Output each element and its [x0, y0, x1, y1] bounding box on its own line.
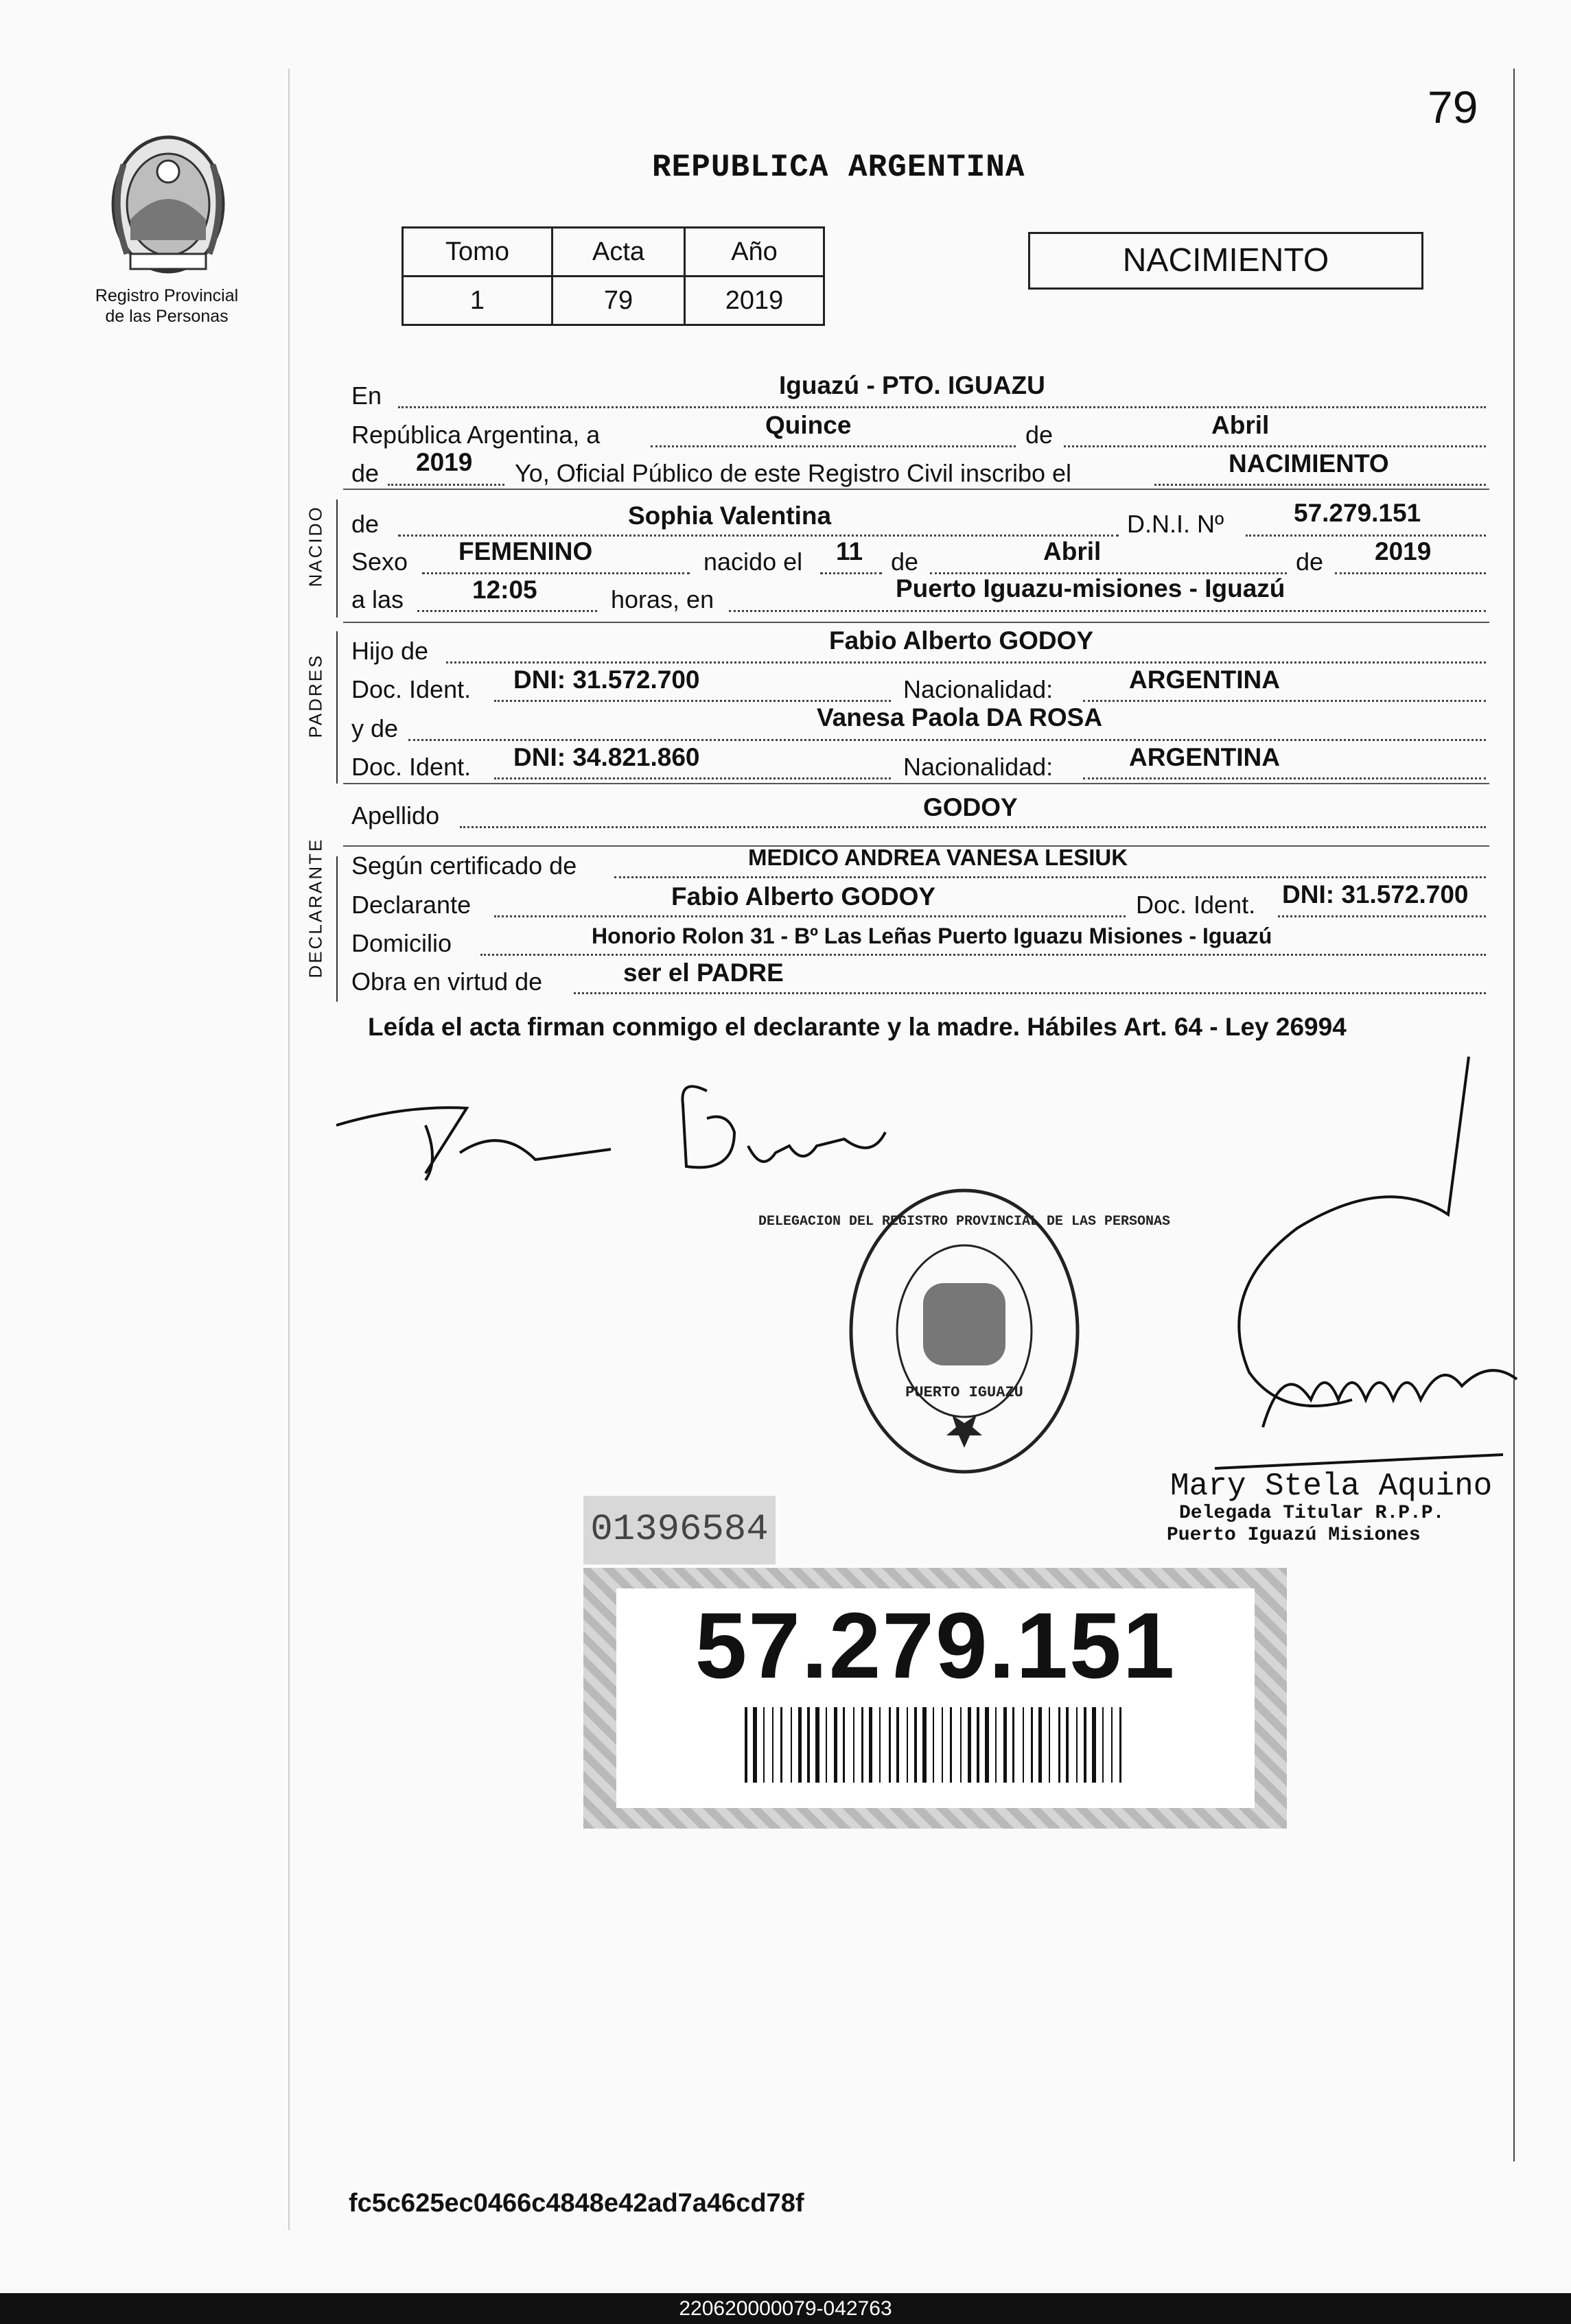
year-value: 2019: [416, 448, 473, 476]
dotted-line: [1064, 445, 1486, 447]
dotted-line: [422, 572, 690, 574]
dotted-line: [408, 739, 1486, 741]
domicilio-label: Domicilio: [351, 929, 452, 957]
dotted-line: [460, 826, 1486, 828]
officer-place: Puerto Iguazú Misiones: [1167, 1525, 1421, 1546]
dotted-line: [388, 484, 504, 486]
declarante-section-label: DECLARANTE: [305, 837, 326, 978]
officer-signature: [1215, 1057, 1517, 1468]
dotted-line: [494, 777, 891, 779]
certificado-label: Según certificado de: [351, 852, 577, 880]
declarante-doc-label: Doc. Ident.: [1136, 891, 1256, 919]
section-bar: [336, 856, 338, 1002]
obra-value: ser el PADRE: [623, 959, 784, 987]
footer-code: 220620000079-042763: [0, 2293, 1571, 2324]
dotted-line: [417, 610, 597, 612]
a-las-label: a las: [351, 585, 404, 613]
page-number: 79: [1428, 82, 1478, 132]
obra-label: Obra en virtud de: [351, 967, 543, 996]
barcode-icon: [745, 1707, 1129, 1783]
father-doc-value: DNI: 31.572.700: [513, 666, 700, 694]
section-bar: [336, 631, 338, 784]
declarante-label: Declarante: [351, 891, 472, 919]
act-type-box: NACIMIENTO: [1028, 232, 1423, 290]
dotted-line: [446, 661, 1486, 664]
dotted-line: [729, 610, 1486, 612]
dotted-line: [1278, 915, 1486, 917]
ano-value: 2019: [685, 277, 824, 325]
nacido-de-label-3: de: [1296, 548, 1324, 576]
province-emblem-icon: [75, 124, 261, 281]
document-title: REPUBLICA ARGENTINA: [652, 150, 1025, 185]
dotted-line: [651, 445, 1016, 447]
dni-big-number: 57.279.151: [695, 1593, 1176, 1698]
seal-ring-text: DELEGACION DEL REGISTRO PROVINCIAL DE LAS PERSONAS: [758, 1214, 1171, 1230]
sexo-label: Sexo: [351, 548, 408, 576]
apellido-value: GODOY: [923, 793, 1018, 821]
officer-name: Mary Stela Aquino: [1170, 1468, 1493, 1504]
mother-name-value: Vanesa Paola DA ROSA: [817, 703, 1103, 731]
domicilio-value: Honorio Rolon 31 - Bº Las Leñas Puerto Iguazu Misiones - Iguazú: [592, 924, 1272, 948]
left-margin-line: [288, 69, 290, 2230]
nacido-de-label-2: de: [891, 548, 919, 576]
certificado-value: MEDICO ANDREA VANESA LESIUK: [748, 845, 1128, 870]
birth-day-value: 11: [836, 537, 863, 565]
place-value: Iguazú - PTO. IGUAZU: [779, 371, 1045, 399]
mother-nac-label: Nacionalidad:: [903, 753, 1054, 781]
mother-signature: [682, 1086, 885, 1167]
signatures-and-seal: [323, 1043, 1524, 1523]
dni-label: D.N.I. Nº: [1127, 510, 1224, 538]
de-label: de: [1025, 421, 1054, 449]
dotted-line: [494, 700, 891, 702]
dotted-line: [574, 992, 1486, 994]
dotted-line: [1083, 700, 1486, 702]
section-bar: [336, 500, 338, 618]
declarante-doc-value: DNI: 31.572.700: [1282, 880, 1469, 908]
nacido-de-label: de: [351, 510, 380, 538]
horas-label: horas, en: [611, 585, 714, 613]
separator: [343, 489, 1489, 490]
registry-name: [81, 285, 253, 327]
acta-value: 79: [552, 277, 685, 325]
dotted-line: [480, 954, 1486, 956]
dotted-line: [1154, 484, 1486, 486]
mother-nationality-value: ARGENTINA: [1129, 743, 1280, 771]
mother-doc-value: DNI: 34.821.860: [513, 743, 700, 771]
father-name-value: Fabio Alberto GODOY: [829, 626, 1094, 655]
ano-header: Año: [685, 228, 824, 277]
separator: [343, 622, 1489, 623]
officer-role: Delegada Titular R.P.P.: [1179, 1503, 1445, 1524]
birth-month-value: Abril: [1043, 537, 1102, 565]
dotted-line: [494, 915, 1126, 917]
dotted-line: [614, 876, 1486, 878]
child-name-value: Sophia Valentina: [628, 502, 832, 530]
nacido-el-label: nacido el: [703, 548, 803, 576]
dotted-line: [1083, 777, 1486, 779]
dotted-line: [1335, 572, 1486, 574]
dotted-line: [398, 406, 1486, 408]
tomo-header: Tomo: [403, 228, 552, 277]
dotted-line: [820, 572, 882, 574]
padres-section-label: PADRES: [305, 653, 326, 738]
dotted-line: [1246, 535, 1486, 537]
reference-table: [402, 226, 825, 326]
seal-inner-text: PUERTO IGUAZU: [905, 1384, 1023, 1401]
day-words-value: Quince: [765, 411, 852, 439]
child-dni-value: 57.279.151: [1294, 499, 1421, 527]
de2-label: de: [351, 459, 380, 487]
nacido-section-label: NACIDO: [305, 505, 326, 587]
act-value: NACIMIENTO: [1229, 449, 1389, 478]
birth-time-value: 12:05: [472, 576, 537, 604]
mother-doc-label: Doc. Ident.: [351, 753, 472, 781]
month-value: Abril: [1211, 411, 1270, 439]
y-de-label: y de: [351, 714, 399, 742]
registry-line-1: Registro Provincial: [95, 286, 239, 305]
separator: [343, 783, 1489, 784]
father-doc-label: Doc. Ident.: [351, 675, 472, 703]
father-nationality-value: ARGENTINA: [1129, 666, 1280, 694]
inscribo-label: Yo, Oficial Público de este Registro Civil inscribo el: [515, 459, 1072, 487]
closing-note: Leída el acta firman conmigo el declarante y la madre. Hábiles Art. 64 - Ley 26994: [368, 1013, 1347, 1041]
declarante-name-value: Fabio Alberto GODOY: [671, 882, 936, 911]
declarant-signature: [336, 1107, 611, 1180]
sexo-value: FEMENINO: [458, 537, 593, 565]
tomo-value: 1: [403, 277, 552, 325]
apellido-label: Apellido: [351, 801, 440, 830]
father-nac-label: Nacionalidad:: [903, 675, 1054, 703]
hijo-de-label: Hijo de: [351, 637, 429, 665]
birth-year-value: 2019: [1375, 537, 1432, 565]
registry-seal: [851, 1190, 1078, 1472]
acta-header: Acta: [552, 228, 685, 277]
control-number: 01396584: [583, 1496, 776, 1564]
birth-place-value: Puerto Iguazu-misiones - Iguazú: [896, 574, 1285, 602]
republica-label: República Argentina, a: [351, 421, 601, 449]
registry-line-2: de las Personas: [105, 307, 229, 326]
document-hash: fc5c625ec0466c4848e42ad7a46cd78f: [349, 2189, 804, 2218]
en-label: En: [351, 382, 382, 410]
